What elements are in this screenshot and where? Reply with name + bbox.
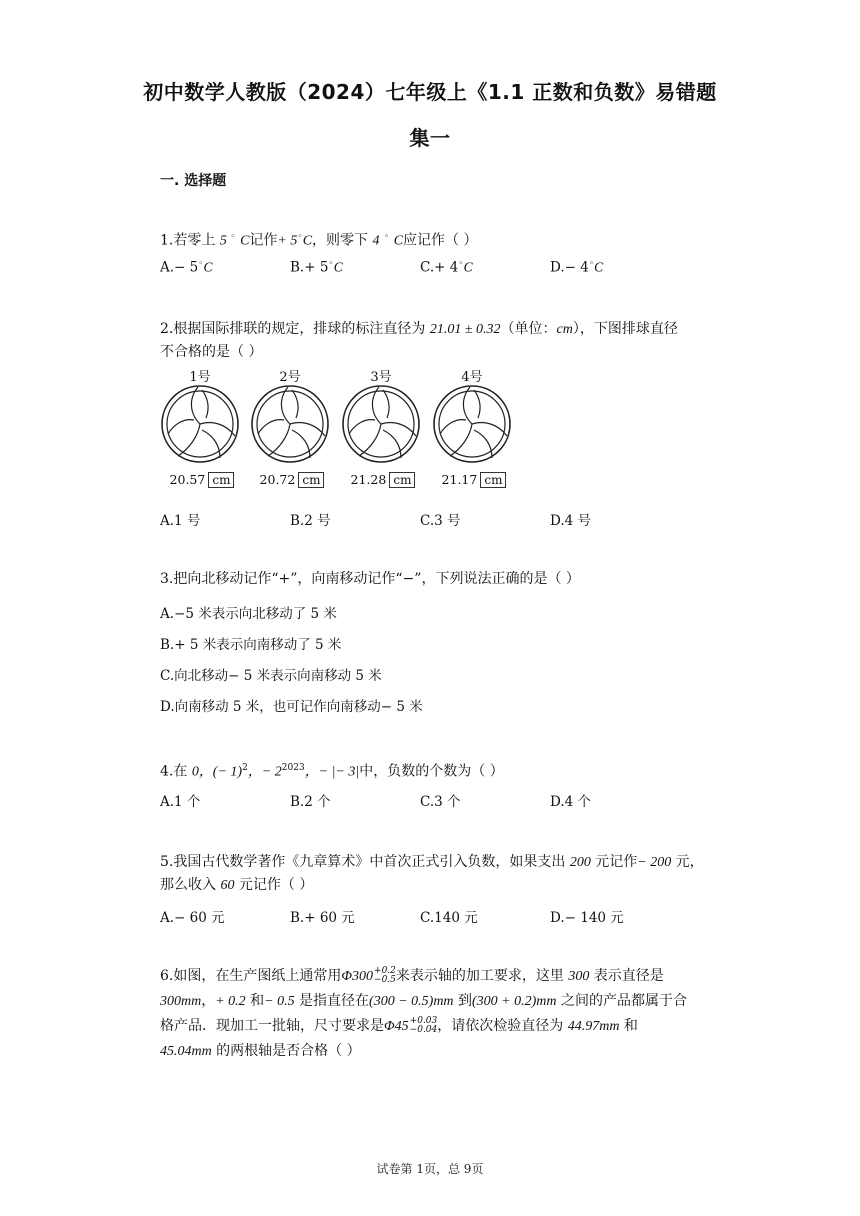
question-4-option-b: B.2 个 [290, 794, 331, 810]
volleyball-icon [160, 384, 240, 464]
volleyball-1 [160, 366, 240, 487]
question-4-option-c: C.3 个 [420, 794, 461, 810]
ball-diameter: 20.72 cm [242, 472, 342, 488]
question-4-option-d: D.4 个 [550, 794, 592, 810]
question-2-option-a: A.1 号 [160, 513, 201, 529]
question-1-option-d: D.− 4◦C [550, 259, 604, 276]
question-3-option-a: A.−5 米表示向北移动了 5 米 [160, 606, 337, 622]
question-5-option-c: C.140 元 [420, 910, 478, 926]
question-5-option-d: D.− 140 元 [550, 910, 624, 926]
volleyball-3 [341, 366, 421, 487]
page-footer: 试卷第 1页，总 9页 [376, 1162, 484, 1176]
question-3-stem: 3.把向北移动记作“+”，向南移动记作“−”，下列说法正确的是（ ） [160, 571, 580, 587]
volleyball-icon [250, 384, 330, 464]
question-1-option-a: A.− 5◦C [160, 259, 213, 276]
question-3-option-d: D.向南移动 5 米，也可记作向南移动− 5 米 [160, 699, 423, 715]
ball-diameter: 21.28 cm [333, 472, 433, 488]
question-3-option-b: B.+ 5 米表示向南移动了 5 米 [160, 637, 342, 653]
ball-diameter: 20.57 cm [152, 472, 252, 488]
question-1-stem: 1.若零上 5 ◦ C记作+ 5◦C，则零下 4 ◦ C应记作（ ） [160, 232, 478, 249]
question-2-option-b: B.2 号 [290, 513, 331, 529]
volleyball-4 [432, 366, 512, 487]
question-2-stem: 2.根据国际排联的规定，排球的标注直径为 21.01 ± 0.32（单位：cm），下图排球直径 不合格的是（ ） [160, 321, 678, 360]
question-6-stem: 6.如图，在生产图纸上通常用Φ300+0.2 −0.5来表示轴的加工要求，这里 300 表示直径是 300mm，+ 0.2 和− 0.5 是指直径在(300 − 0.5)mm 到(300 + 0.2)mm 之间的产品都属于合 格产品．现加工一批轴，尺寸要求是Φ45+0.03 −0.04，请依次检验直径为 44.97mm 和 45.04mm 的两根轴是否合格（ ） [160, 966, 687, 1059]
question-5-option-a: A.− 60 元 [160, 910, 225, 926]
question-1-option-c: C.+ 4◦C [420, 259, 473, 276]
ball-label: 2号 [279, 370, 301, 385]
question-2-option-d: D.4 号 [550, 513, 592, 529]
ball-label: 4号 [461, 370, 483, 385]
ball-label: 1号 [189, 370, 211, 385]
question-3-option-c: C.向北移动− 5 米表示向南移动 5 米 [160, 668, 382, 684]
question-4-option-a: A.1 个 [160, 794, 201, 810]
page-title-line2: 集一 [409, 126, 451, 150]
ball-label: 3号 [370, 370, 392, 385]
question-4-stem: 4.在 0，(− 1)$^2$，− $2^{2023}$，− |− 3|中，负数的个数为（ ） [160, 763, 504, 780]
page-title-line1: 初中数学人教版（2024）七年级上《1.1 正数和负数》易错题 [143, 80, 717, 104]
question-2-option-c: C.3 号 [420, 513, 461, 529]
ball-diameter: 21.17 cm [424, 472, 524, 488]
question-1-option-b: B.+ 5◦C [290, 259, 343, 276]
volleyball-icon [432, 384, 512, 464]
section-heading: 一. 选择题 [160, 173, 227, 189]
volleyball-icon [341, 384, 421, 464]
question-5-stem: 5.我国古代数学著作《九章算术》中首次正式引入负数，如果支出 200 元记作− 200 元， 那么收入 60 元记作（ ） [160, 854, 704, 893]
volleyball-2 [250, 366, 330, 487]
question-5-option-b: B.+ 60 元 [290, 910, 355, 926]
